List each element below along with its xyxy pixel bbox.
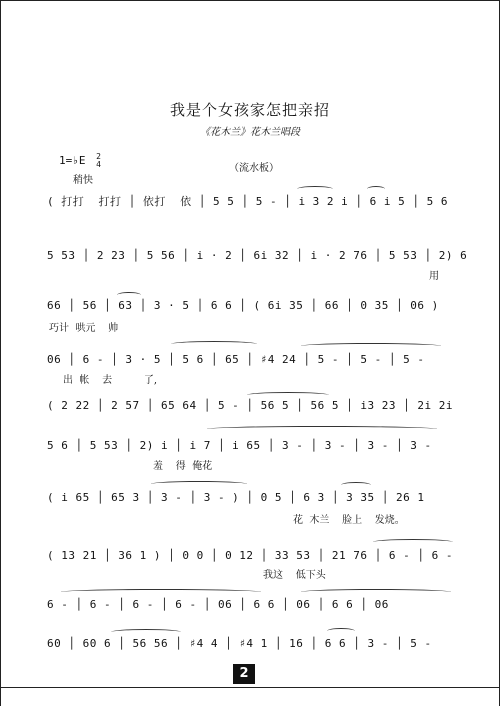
lyric-line-3: 巧计 哄元 帅 (49, 323, 119, 334)
lyric-line-7: 花 木兰 脸上 发烧。 (293, 515, 405, 526)
slur-mark (171, 341, 257, 347)
page-number: 2 (233, 664, 255, 684)
slur-mark (301, 343, 441, 349)
staff-line-2: 5 53 │ 2 23 │ 5 56 │ i · 2 │ 6i 32 │ i · 2 76 │ 5 53 │ 2) 6 (47, 249, 468, 262)
staff-line-3: 66 │ 56 │ 63 │ 3 · 5 │ 6 6 │ ( 6i 35 │ 66 │ 0 35 │ 06 ) (47, 299, 439, 312)
staff-line-5: ( 2 22 │ 2 57 │ 65 64 │ 5 - │ 56 5 │ 56 5 │ i3 23 │ 2i 2i (47, 399, 453, 412)
staff-line-7: ( i 65 │ 65 3 │ 3 - │ 3 - ) │ 0 5 │ 6 3 │ 3 35 │ 26 1 (47, 491, 425, 504)
key-label: 1=♭E (59, 154, 86, 167)
lyric-line-2: 用 (429, 271, 439, 282)
banban-label: （流水板） (229, 163, 279, 174)
slur-mark (207, 426, 437, 432)
slur-mark (373, 539, 453, 545)
lyric-line-4: 出 帐 去 了, (63, 375, 158, 386)
key-signature (59, 153, 101, 169)
time-signature (96, 153, 101, 169)
bottom-border (1, 687, 499, 688)
staff-line-6: 5 6 │ 5 53 │ 2) i │ i 7 │ i 65 │ 3 - │ 3 - │ 3 - │ 3 - (47, 439, 432, 452)
staff-line-10: 60 │ 60 6 │ 56 56 │ ♯4 4 │ ♯4 1 │ 16 │ 6 6 │ 3 - │ 5 - (47, 637, 432, 650)
slur-mark (297, 186, 333, 192)
slur-mark (341, 482, 371, 488)
slur-mark (111, 629, 181, 635)
staff-line-9: 6 - │ 6 - │ 6 - │ 6 - │ 06 │ 6 6 │ 06 │ 6 6 │ 06 (47, 598, 389, 611)
slur-mark (247, 392, 329, 398)
slur-mark (327, 628, 355, 634)
tempo-label: 稍快 (73, 175, 93, 186)
slur-mark (117, 292, 141, 298)
slur-mark (301, 589, 451, 595)
slur-mark (151, 481, 247, 487)
lyric-line-8: 我这 低下头 (263, 570, 326, 581)
time-bottom: 4 (96, 160, 101, 169)
lyric-line-6: 羞 得 俺花 (153, 461, 213, 472)
slur-mark (61, 589, 261, 595)
staff-line-8: ( 13 21 │ 36 1 ) │ 0 0 │ 0 12 │ 33 53 │ 21 76 │ 6 - │ 6 - (47, 549, 453, 562)
page-title: 我是个女孩家怎把亲招 (169, 101, 330, 119)
time-top: 2 (96, 152, 101, 161)
slur-mark (367, 186, 385, 192)
page-subtitle: 《花木兰》花木兰唱段 (200, 127, 300, 138)
staff-line-1: ( 打打 打打 │ 依打 依 │ 5 5 │ 5 - │ i 3 2 i │ 6 i 5 │ 5 6 (47, 195, 449, 208)
staff-line-4: 06 │ 6 - │ 3 · 5 │ 5 6 │ 65 │ ♯4 24 │ 5 - │ 5 - │ 5 - (47, 353, 425, 366)
